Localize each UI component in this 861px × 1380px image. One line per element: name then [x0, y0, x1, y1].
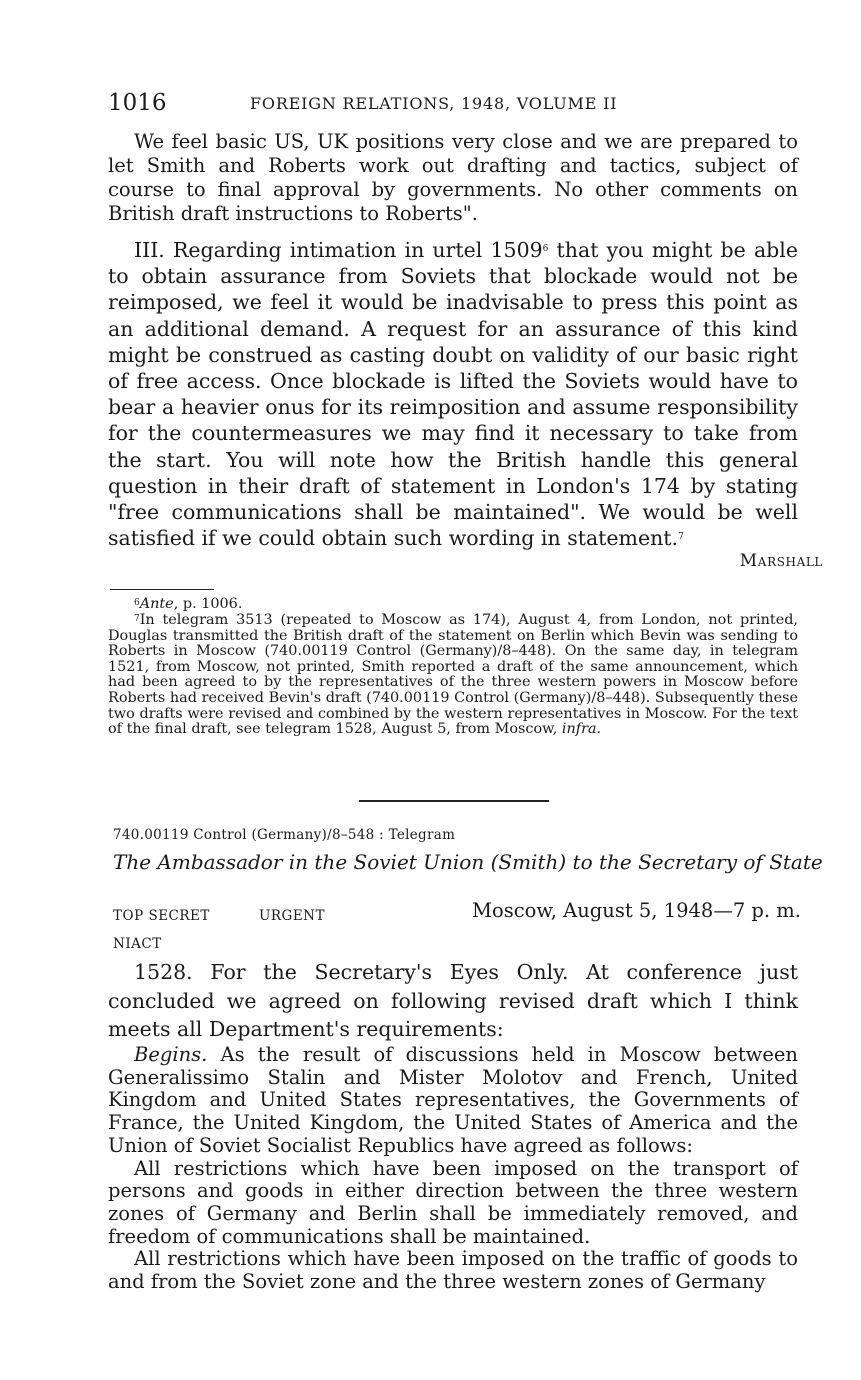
file-reference: 740.00119 Control (Germany)/8–548 : Telegram — [113, 827, 456, 843]
draft-para-1 — [108, 1044, 798, 1158]
footnote-6-ante: Ante — [139, 596, 174, 612]
draft-para-1-text: As the result of discussions held in Moscow between Generalissimo Stalin and Mister Molotov and French, United Kingdom and United States representatives, the Governments of France, the United Kingdom, the United States of America and the Union of Soviet Socialist Republics have agreed as follows: — [108, 1043, 798, 1157]
draft-para-2: All restrictions which have been imposed on the transport of persons and goods in either direction between the three western zones of Germany and Berlin shall be immediately removed, and freedom of communications shall be maintained. — [108, 1156, 798, 1248]
paragraph-blockade-assurance — [108, 237, 798, 551]
footnote-7-infra: infra. — [561, 721, 602, 738]
paragraph-blockade-text-b: that you might be able to obtain assurance from Soviets that blockade would not be reimposed, we feel it would be inadvisable to press this point as an additional demand. A request for an assurance of this kind might be construed as casting doubt on validity of our basic right of free access. Once blockade is lifted the Soviets would have to bear a heavier onus for its reimposition and assume responsibility for the countermeasures we may find it necessary to take from the start. You will note how the British handle this general question in their draft of statement in London's 174 by stating "free communications shall be maintained". We would be well satisfied if we could obtain such wording in statement. — [108, 238, 798, 551]
page-number: 1016 — [108, 90, 167, 116]
paragraph-us-uk-positions: We feel basic US, UK positions very close and we are prepared to let Smith and Roberts work out drafting and tactics, subject of course to final approval by governments. No other comments on British draft instructions to Roberts". — [108, 130, 798, 225]
running-head: FOREIGN RELATIONS, 1948, VOLUME II — [250, 94, 618, 113]
footnote-7 — [108, 613, 798, 738]
place-date: Moscow, August 5, 1948—7 p. m. — [472, 899, 801, 922]
footnote-7-marker: 7 — [134, 614, 140, 624]
footnote-divider — [110, 589, 214, 590]
draft-begins-label: Begins. — [134, 1043, 208, 1066]
draft-statement — [108, 1044, 798, 1294]
section-divider — [359, 800, 549, 802]
paragraph-blockade-text-a: III. Regarding intimation in urtel 1509 — [134, 238, 543, 262]
classification-top-secret: TOP SECRET — [113, 908, 210, 924]
telegram-heading: The Ambassador in the Soviet Union (Smith) to the Secretary of State — [113, 850, 823, 874]
footnote-7-text: In telegram 3513 (repeated to Moscow as 174), August 4, from London, not printed, Douglas transmitted the British draft of the statement on Berlin which Bevin was sending to Roberts in Moscow (740.00119 Control (Germany)/8–448). On the same day, in telegram 1521, from Moscow, not printed, Smith reported a draft of the same announcement, which had been agreed to by the representatives of the three western powers in Moscow before Roberts had received Bevin's draft (740.00119 Control (Germany)/8–448). Subsequently these two drafts were revised and combined by the western representatives in Moscow. For the text of the final draft, see telegram 1528, August 5, from Moscow, — [108, 612, 798, 738]
footnote-6 — [108, 597, 798, 613]
signature-marshall: Marshall — [739, 551, 823, 571]
footnote-6-text: , p. 1006. — [173, 596, 243, 612]
footnote-6-marker: 6 — [134, 598, 140, 608]
classification-niact: NIACT — [113, 936, 162, 952]
footnote-ref-6: 6 — [542, 244, 549, 254]
page-header — [108, 90, 798, 120]
draft-para-3: All restrictions which have been imposed on the traffic of goods to and from the Soviet zone and the three western zones of Germany — [108, 1247, 798, 1294]
footnote-ref-7: 7 — [678, 532, 684, 543]
paragraph-telegram-1528: 1528. For the Secretary's Eyes Only. At conference just concluded we agreed on following revised draft which I think meets all Department's requirements: — [108, 960, 798, 1041]
classification-urgent: URGENT — [259, 908, 325, 924]
